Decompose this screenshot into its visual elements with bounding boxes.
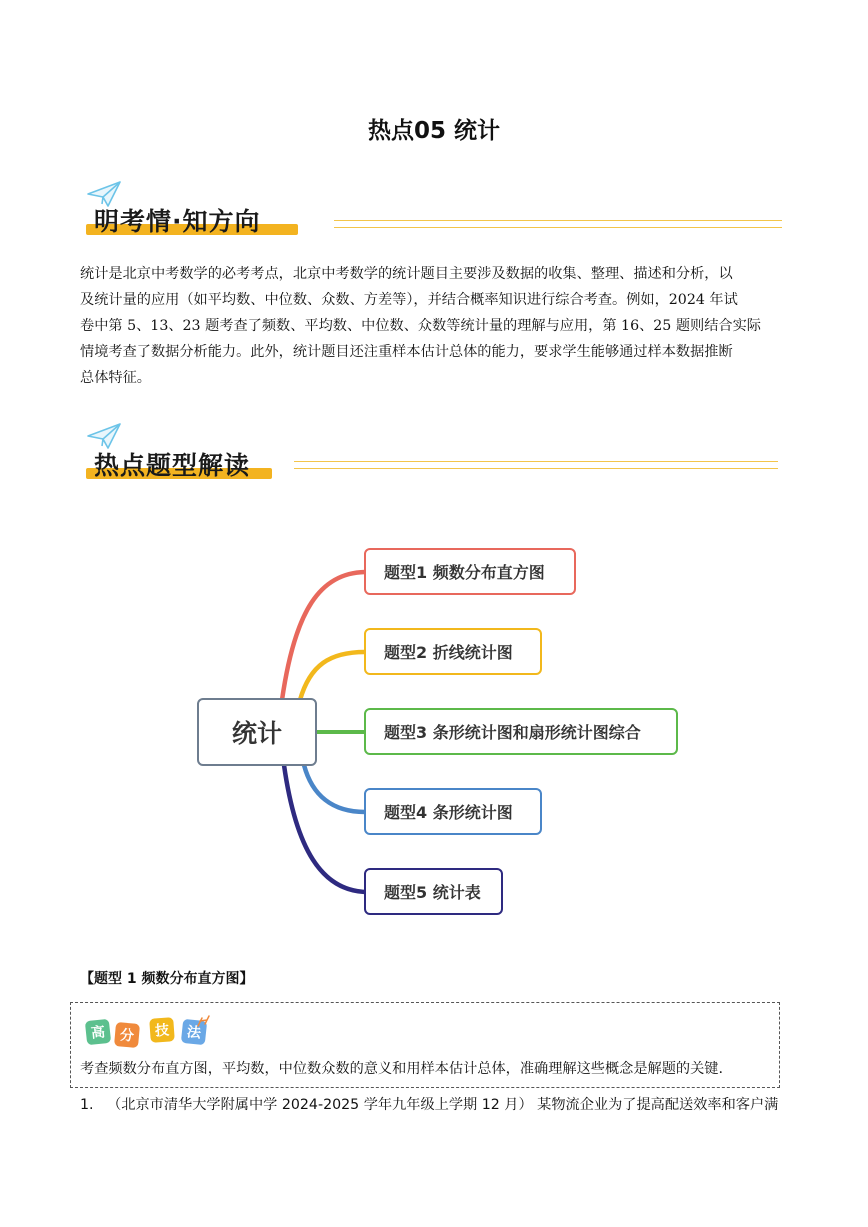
mindmap-branch-1: 题型1 频数分布直方图	[364, 548, 576, 595]
intro-line: 统计是北京中考数学的必考考点，北京中考数学的统计题目主要涉及数据的收集、整理、描述和分析，以	[80, 266, 733, 282]
connector-branch-1	[282, 572, 365, 700]
connector-branch-5	[284, 765, 365, 892]
mindmap-branch-4: 题型4 条形统计图	[364, 788, 542, 835]
tip-badge-2: 分	[114, 1022, 140, 1048]
banner-title: 热点题型解读	[94, 451, 251, 480]
page-title: 热点05 统计	[367, 118, 500, 144]
intro-line: 及统计量的应用（如平均数、中位数、众数、方差等），并结合概率知识进行综合考查。例如，2024 年试	[80, 292, 738, 308]
intro-line: 总体特征。	[80, 370, 151, 386]
mindmap-center-node: 统计	[197, 698, 317, 766]
question-text: 某物流企业为了提高配送效率和客户满	[537, 1097, 779, 1113]
question-number: 1.	[80, 1097, 94, 1113]
intro-line: 卷中第 5、13、23 题考查了频数、平均数、中位数、众数等统计量的理解与应用，第 16、25 题则结合实际	[80, 318, 761, 334]
question-type-heading: 【题型 1 频数分布直方图】	[80, 971, 254, 987]
tip-text: 考查频数分布直方图，平均数，中位数众数的意义和用样本估计总体，准确理解这些概念是解题的关键.	[80, 1061, 723, 1077]
connector-branch-2	[300, 652, 365, 700]
connector-branch-4	[304, 765, 365, 812]
tip-badge-3: 技	[149, 1017, 175, 1043]
question-source: （北京市清华大学附属中学 2024-2025 学年九年级上学期 12 月）	[107, 1097, 533, 1113]
tip-badge-4: 法	[181, 1019, 207, 1045]
mindmap-branch-5: 题型5 统计表	[364, 868, 503, 915]
tip-badge-1: 高	[85, 1019, 111, 1045]
mindmap-branch-3: 题型3 条形统计图和扇形统计图综合	[364, 708, 678, 755]
mindmap-branch-2: 题型2 折线统计图	[364, 628, 542, 675]
sparkle-icon	[196, 1014, 212, 1028]
intro-line: 情境考查了数据分析能力。此外，统计题目还注重样本估计总体的能力，要求学生能够通过样本数据推断	[80, 344, 733, 360]
banner-title: 明考情·知方向	[94, 207, 261, 236]
question-1	[80, 1094, 778, 1114]
